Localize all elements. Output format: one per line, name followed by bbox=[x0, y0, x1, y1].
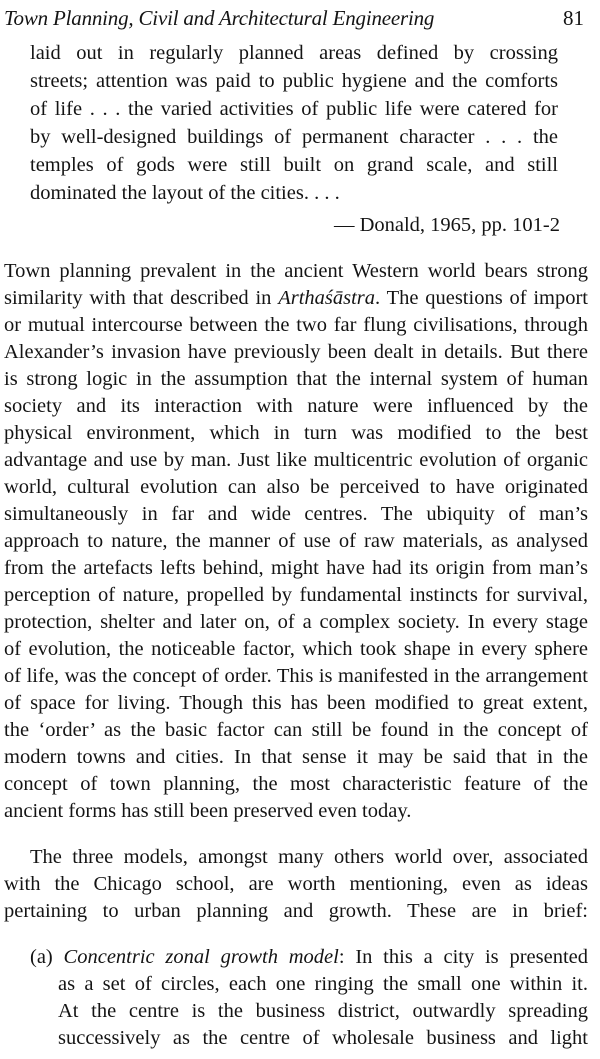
paragraph-line: of evolution, the noticeable factor, which took shape in every sphere bbox=[4, 638, 588, 660]
text-run: : In this a city is presented bbox=[338, 946, 588, 968]
list-item-marker: (a) bbox=[30, 946, 64, 968]
paragraph-line: or mutual intercourse between the two far flung civilisations, through bbox=[4, 314, 588, 336]
paragraph-line: of space for living. Though this has been modified to great extent, bbox=[4, 692, 588, 714]
text-run: similarity with that described in bbox=[4, 287, 279, 309]
paragraph-line: simultaneously in far and wide centres. The ubiquity of man’s bbox=[4, 503, 588, 525]
quote-attribution: — Donald, 1965, pp. 101-2 bbox=[333, 214, 560, 236]
paragraph-line: modern towns and cities. In that sense it may be said that in the bbox=[4, 746, 588, 768]
paragraph-line: The three models, amongst many others world over, associated bbox=[30, 846, 588, 868]
quote-line: temples of gods were still built on grand scale, and still bbox=[30, 154, 558, 176]
paragraph-line: is strong logic in the assumption that the internal system of human bbox=[4, 368, 588, 390]
paragraph-line: concept of town planning, the most characteristic feature of the bbox=[4, 773, 588, 795]
paragraph-line: society and its interaction with nature were influenced by the bbox=[4, 395, 588, 417]
paragraph-line: pertaining to urban planning and growth. These are in brief: bbox=[4, 900, 588, 922]
paragraph-line: ancient forms has still been preserved even today. bbox=[4, 800, 412, 822]
running-head-title: Town Planning, Civil and Architectural Engineering bbox=[4, 6, 435, 30]
list-item-line: At the centre is the business district, outwardly spreading bbox=[58, 1000, 588, 1022]
quote-line: dominated the layout of the cities. . . . bbox=[30, 182, 340, 204]
quote-line: streets; attention was paid to public hygiene and the comforts bbox=[30, 70, 558, 92]
page-number: 81 bbox=[563, 6, 584, 30]
italic-term: Arthaśāstra bbox=[278, 287, 376, 309]
list-item-line: as a set of circles, each one ringing the small one within it. bbox=[58, 973, 588, 995]
paragraph-line: protection, shelter and later on, of a complex society. In every stage bbox=[4, 611, 588, 633]
paragraph-line: physical environment, which in turn was modified to the best bbox=[4, 422, 588, 444]
paragraph-line: from the artefacts lefts behind, might have had its origin from man’s bbox=[4, 557, 588, 579]
paragraph-line: advantage and use by man. Just like multicentric evolution of organic bbox=[4, 449, 588, 471]
italic-term: Concentric zonal growth model bbox=[63, 946, 339, 968]
text-run: . The questions of import bbox=[375, 287, 588, 309]
quote-line: laid out in regularly planned areas defined by crossing bbox=[30, 42, 558, 64]
paragraph-line: perception of nature, propelled by fundamental instincts for survival, bbox=[4, 584, 588, 606]
paragraph-line: with the Chicago school, are worth mentioning, even as ideas bbox=[4, 873, 588, 895]
paragraph-line: the ‘order’ as the basic factor can still be found in the concept of bbox=[4, 719, 588, 741]
quote-line: of life . . . the varied activities of public life were catered for bbox=[30, 98, 558, 120]
list-item-line: successively as the centre of wholesale business and light bbox=[58, 1027, 588, 1049]
paragraph-line bbox=[4, 285, 588, 311]
paragraph-line: approach to nature, the manner of use of raw materials, as analysed bbox=[4, 530, 588, 552]
quote-line: by well-designed buildings of permanent character . . . the bbox=[30, 126, 558, 148]
paragraph-line: of life, was the concept of order. This is manifested in the arrangement bbox=[4, 665, 588, 687]
running-head bbox=[4, 6, 590, 32]
paragraph-line: world, cultural evolution can also be perceived to have originated bbox=[4, 476, 588, 498]
list-item-line bbox=[30, 944, 588, 970]
paragraph-line: Town planning prevalent in the ancient Western world bears strong bbox=[4, 260, 588, 282]
paragraph-line: Alexander’s invasion have previously been dealt in details. But there bbox=[4, 341, 588, 363]
